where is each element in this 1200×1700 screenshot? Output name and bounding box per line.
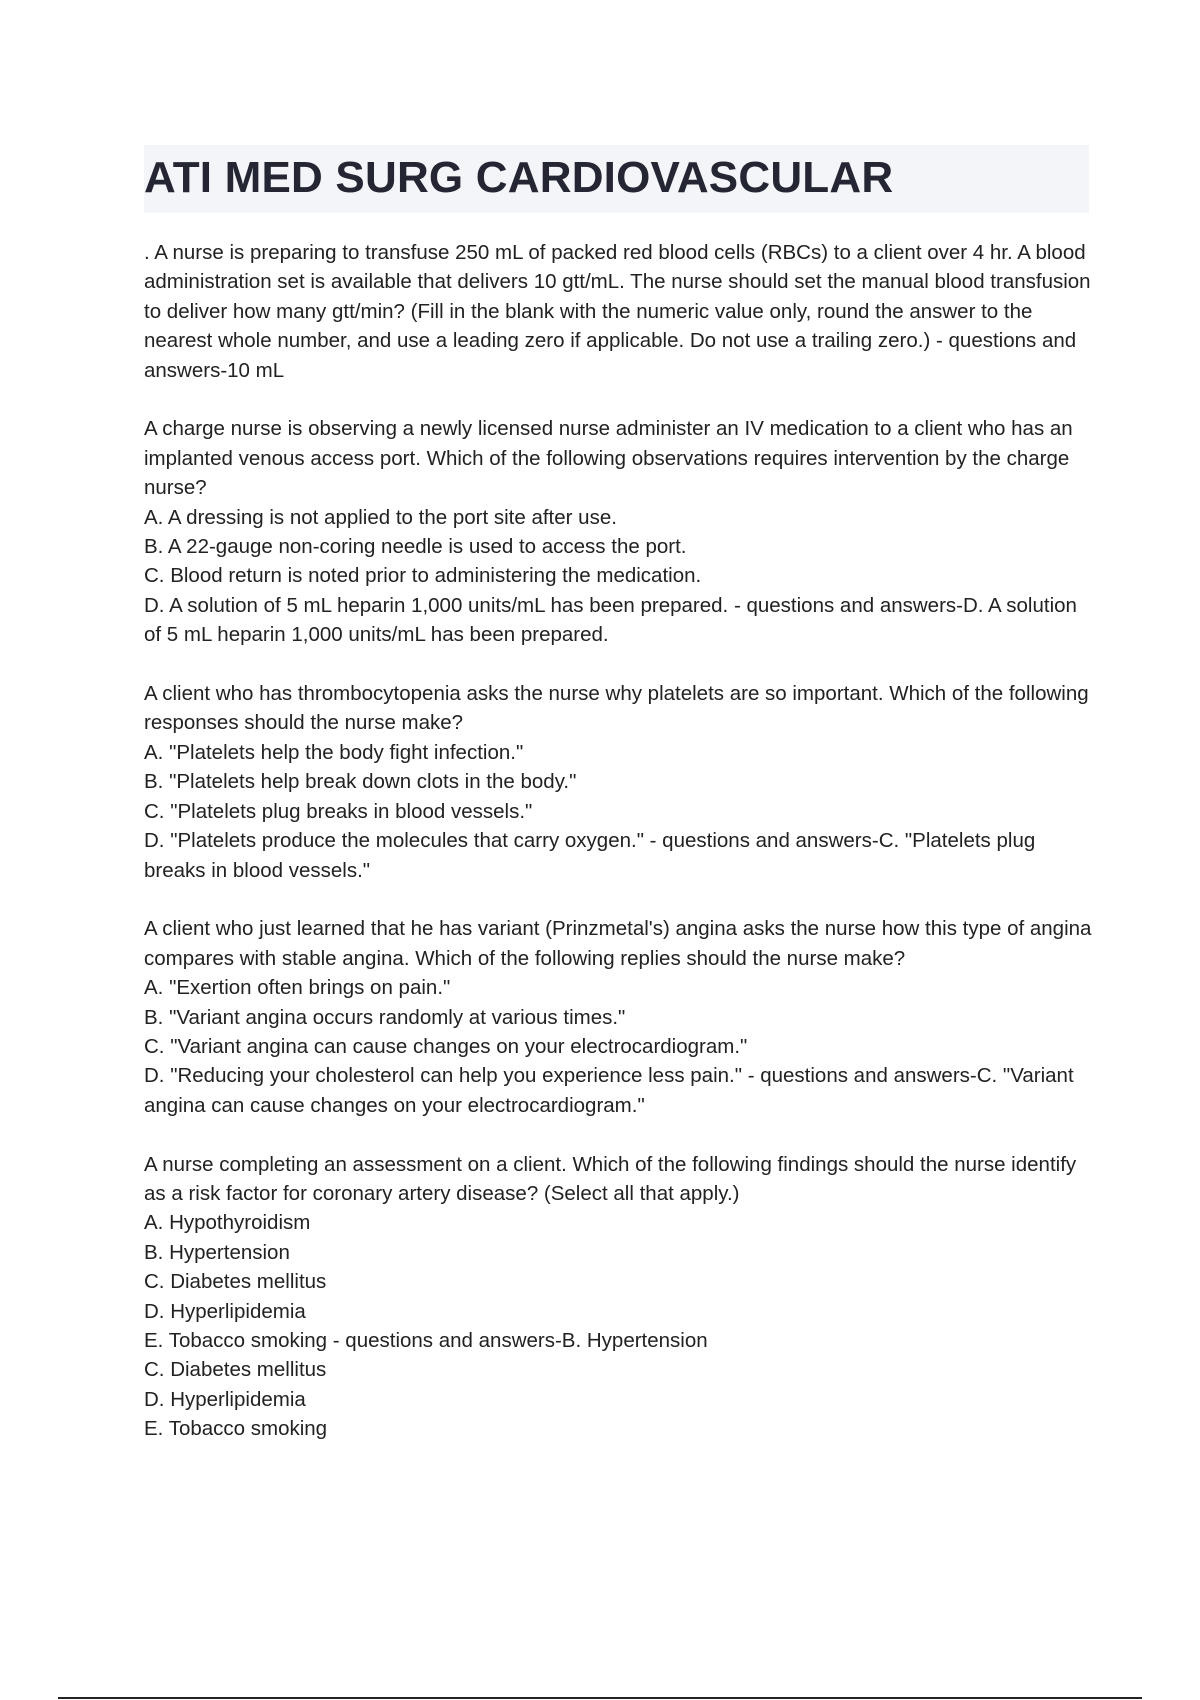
- answer-option: A. "Platelets help the body fight infection.": [144, 740, 524, 764]
- answer-option: B. "Platelets help break down clots in the body.": [144, 770, 577, 794]
- question-block-1: [144, 238, 1094, 385]
- answer-option: D. Hyperlipidemia: [144, 1387, 306, 1411]
- document-body: [144, 238, 1094, 1473]
- answer-option: A. Hypothyroidism: [144, 1211, 311, 1235]
- question-block-3: [144, 679, 1094, 885]
- answer-option: C. Diabetes mellitus: [144, 1270, 327, 1294]
- question-block-5: [144, 1150, 1094, 1444]
- answer-option: D. Hyperlipidemia: [144, 1299, 306, 1323]
- answer-option: D. "Platelets produce the molecules that carry oxygen." - questions and answers-C. "Platelets plug breaks in blood vessels.": [144, 829, 1036, 882]
- question-text: A client who just learned that he has variant (Prinzmetal's) angina asks the nurse how this type of angina compares with stable angina. Which of the following replies should the nurse make?: [144, 917, 1092, 970]
- question-text: A nurse completing an assessment on a client. Which of the following findings should the nurse identify as a risk factor for coronary artery disease? (Select all that apply.): [144, 1152, 1077, 1205]
- answer-option: C. "Variant angina can cause changes on your electrocardiogram.": [144, 1034, 748, 1058]
- question-text: A client who has thrombocytopenia asks the nurse why platelets are so important. Which of the following responses should the nurse make?: [144, 682, 1089, 735]
- question-block-4: [144, 914, 1094, 1120]
- answer-option: C. "Platelets plug breaks in blood vessels.": [144, 799, 533, 823]
- answer-option: C. Diabetes mellitus: [144, 1358, 327, 1382]
- answer-option: B. A 22-gauge non-coring needle is used to access the port.: [144, 535, 687, 559]
- answer-option: C. Blood return is noted prior to administering the medication.: [144, 564, 702, 588]
- footer-divider: [58, 1697, 1142, 1699]
- page-title: ATI MED SURG CARDIOVASCULAR: [144, 153, 894, 202]
- answer-option: B. Hypertension: [144, 1240, 290, 1264]
- answer-option: A. A dressing is not applied to the port site after use.: [144, 505, 617, 529]
- question-text: . A nurse is preparing to transfuse 250 mL of packed red blood cells (RBCs) to a client over 4 hr. A blood administration set is available that delivers 10 gtt/mL. The nurse should set the manual blood transfusion to deliver how many gtt/min? (Fill in the blank with the numeric value only, round the answer to the nearest whole number, and use a leading zero if applicable. Do not use a trailing zero.) - questions and answers-10 mL: [144, 241, 1091, 382]
- answer-option: E. Tobacco smoking: [144, 1417, 328, 1441]
- answer-option: A. "Exertion often brings on pain.": [144, 976, 451, 1000]
- answer-option: D. A solution of 5 mL heparin 1,000 units/mL has been prepared. - questions and answers-D. A solution of 5 mL heparin 1,000 units/mL has been prepared.: [144, 593, 1077, 647]
- question-block-2: [144, 414, 1094, 649]
- answer-option: D. "Reducing your cholesterol can help you experience less pain." - questions and answers-C. "Variant angina can cause changes on your electrocardiogram.": [144, 1064, 1074, 1117]
- question-text: A charge nurse is observing a newly licensed nurse administer an IV medication to a client who has an implanted venous access port. Which of the following observations requires intervention by the charge nurse?: [144, 417, 1073, 500]
- answer-option: B. "Variant angina occurs randomly at various times.": [144, 1005, 626, 1029]
- answer-option: E. Tobacco smoking - questions and answers-B. Hypertension: [144, 1328, 708, 1352]
